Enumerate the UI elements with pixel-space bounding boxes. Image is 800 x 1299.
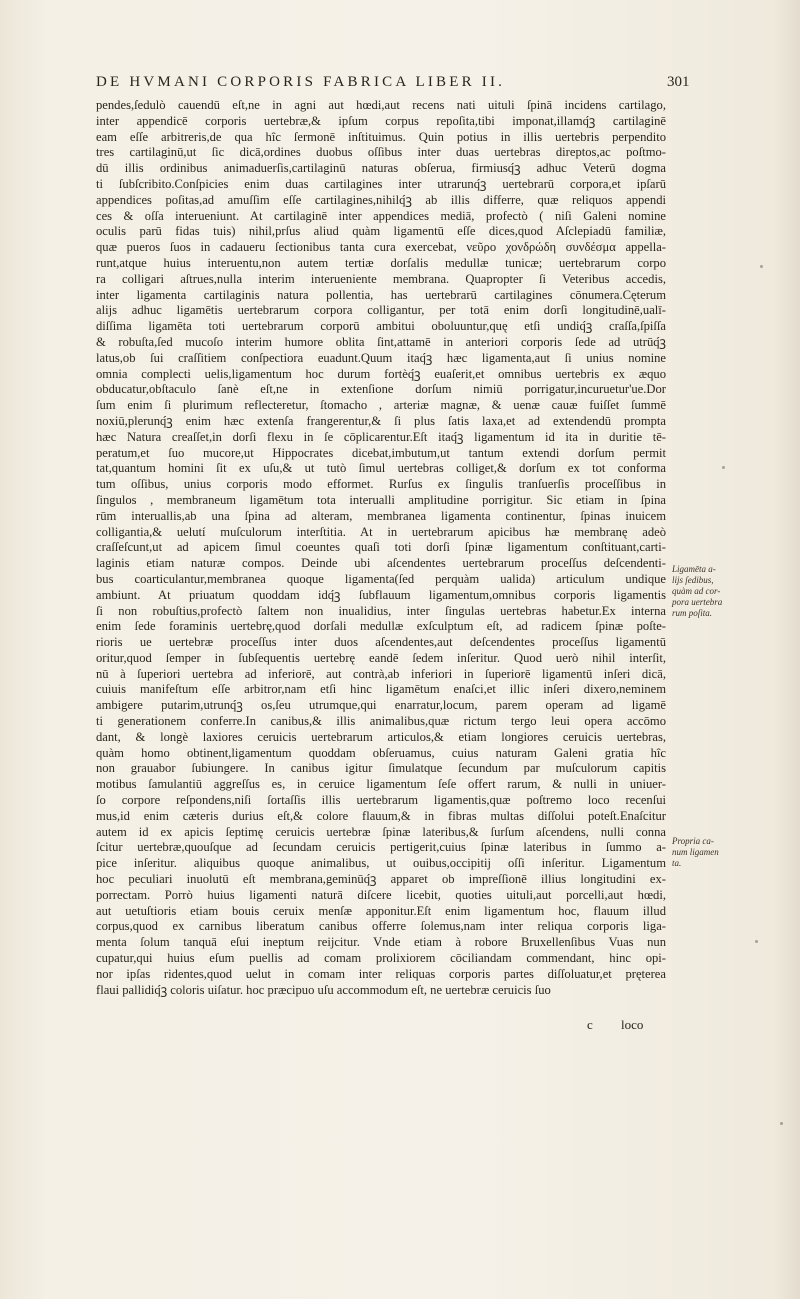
text-line: dant, & longè laxiores ceruicis uertebrarum articulos,& etiam longiores ceruicis uertebras, bbox=[96, 729, 666, 744]
marginal-note-ligaments bbox=[672, 564, 742, 619]
text-line: latus,ob ſui craſſitiem conſpectiora euadunt.Quum itaq́ꝫ hæc ligamenta,aut ſi unius nomine bbox=[96, 350, 666, 365]
text-line: obducatur,obſtaculo ſanè eſt,ne in extenſione dorſum nimiū porrigatur,incuruetur'ue.Dor bbox=[96, 382, 666, 397]
text-line: enim ſede foraminis uertebrę,quod dorſali medullæ exſculptum eſt, ad radicem ſpinæ poſte- bbox=[96, 619, 666, 634]
marginal-note-text: Propria ca- num ligamen ta. bbox=[672, 836, 719, 868]
catchword: loco bbox=[621, 1017, 644, 1032]
text-line: flaui pallidiq́ꝫ coloris uiſatur. hoc præcipuo uſu accommodum eſt, ne uertebræ ceruicis ſuo bbox=[96, 982, 551, 997]
text-line: runt,atque huius interuentu,non autem tertiæ dorſalis medullæ tunicæ; uertebrarum corpo bbox=[96, 255, 666, 270]
text-line: laginis etiam naturæ compos. Deinde ubi aſcendentes uertebrarum proceſſus deſcendenti- bbox=[96, 556, 666, 571]
text-line: hæc Natura creaſſet,in dorſi flexu in ſe cōplicarentur.Eſt itaq́ꝫ ligamentum id ita in duritie tē- bbox=[96, 429, 666, 444]
text-line: tres cartilaginū,ut ſic dicā,ordines duobus oſſibus inter duas uertebras direptos,ac poſtmo- bbox=[96, 145, 666, 160]
page-edge-shadow bbox=[774, 0, 800, 1299]
text-line: tat,quantum homini ſit ex uſu,& ut tutò ſimul uertebras colliget,& dorſum ex tot conforma bbox=[96, 461, 666, 476]
paper-speck bbox=[722, 466, 725, 469]
text-line: tum oſſibus, unius corporis modo efformet. Rurſus ex ſingulis tranſuerſis proceſſibus in bbox=[96, 477, 666, 492]
text-line: ſingulos , membraneum ligamētum tota interualli amplitudine porrigitur. Sic etiam in ſpina bbox=[96, 492, 666, 507]
marginal-note-dog-ligament bbox=[672, 836, 742, 869]
text-line: ces & oſſa interueniunt. At cartilaginē inter appendices mediā, profectò ( niſi Galeni nomine bbox=[96, 208, 666, 223]
text-line: ſi non robuſtius,profectò ſaltem non inualidius, inter ſingulas uertebras habetur.Ex interna bbox=[96, 603, 666, 618]
text-line: rioris ue uertebræ proceſſus inter duos aſcendentes,aut deſcendentes proceſſus ligamentū bbox=[96, 635, 666, 650]
text-line: noxiū,plerunq́ꝫ enim hæc extenſa frangerentur,& ſi plus ſatis laxa,et ad extendendū prompta bbox=[96, 413, 666, 428]
text-line: alijs adhuc ligamētis uertebrarum corpora colligantur, per totā enim dorſi longitudinē,ualī- bbox=[96, 303, 666, 318]
text-line: oculis parū fidas tuis) nihil,prſus aliud quàm ligamentū eſſe dices,quod Aſclepiadū familiæ, bbox=[96, 224, 666, 239]
text-line: quæ pueros ſuos in cadaueru ſectionibus tanta cura exercebat, νεῦρο χονδρώδη συνδέσμα appella- bbox=[96, 240, 666, 255]
text-line: eam eſſe arbitreris,de qua hîc ſermonē inſtituimus. Quin potius in illis uertebris perpendito bbox=[96, 129, 666, 144]
text-line: & robuſta,ſed mucoſo interim humore oblita ſint,attamē in anteriori corporis ſede ad utrūq́ꝫ bbox=[96, 334, 666, 349]
text-line: cupatur,qui huius eſum puellis ad comam prolixiorem cōciliandam commendant, hinc opi- bbox=[96, 951, 666, 966]
text-line: omnia complecti uelis,ligamentum hoc durum fortèq́ꝫ euaſerit,et omnibus uertebris ex æquo bbox=[96, 366, 666, 381]
main-text-block bbox=[96, 98, 666, 998]
text-line: menta ſolum tanquā eſui ineptum reijcitur. Vnde etiam à robore Bruxellenſibus Vuas nun bbox=[96, 935, 666, 950]
text-line: corpus,quod ex carnibus liberatum canibus offerre ſolemus,nam inter reliqua corporis liga- bbox=[96, 919, 666, 934]
text-line: rūm interuallis,ab una ſpina ad alteram, membranea ligamenta continentur, ſpinas inuicem bbox=[96, 508, 666, 523]
text-line: ſo corpore reſpondens,niſi ſortaſſis illis uertebrarum ligamentis,quæ poſtremo loco recenſui bbox=[96, 793, 666, 808]
text-line: ſum enim ſi plurimum reflecteretur, ſtomacho , arteriæ magnæ, & uenæ cauæ fuiſſet ſummē bbox=[96, 398, 666, 413]
paper-speck bbox=[755, 940, 758, 943]
text-line: pice inſeritur. aliquibus quoque animalibus, ut ouibus,occipitij oſſi inſeritur. Ligamentum bbox=[96, 856, 666, 871]
text-line: motibus ſamulantiū aggreſſus es, in ceruice ligamentum ſeſe offert rarum, & nulli in uniuer- bbox=[96, 777, 666, 792]
text-line: craſſeſcunt,ut ad apicem ſimul coeuntes quaſi toti dorſi ſpinæ ligamentum conſtituant,carti- bbox=[96, 540, 666, 555]
text-line: quàm homo obtinent,ligamentum quoddam obſeruamus, cuius naturam Galeni gratia hîc bbox=[96, 745, 666, 760]
paper-speck bbox=[760, 265, 763, 268]
text-line: porrectam. Porrò huius ligamenti naturā diſcere licebit, quoties uituli,aut porcelli,aut hœdi, bbox=[96, 887, 666, 902]
text-line: ambigere putarim,utrunq́ꝫ os,ſeu utrumque,qui enarratur,locum, parem operam ad ligamē bbox=[96, 698, 666, 713]
text-line: nor ipſas ridentes,quod uelut in comam inter reliquas corporis partes diſſoluatur,et pręterea bbox=[96, 966, 666, 981]
page-header bbox=[96, 74, 696, 96]
text-line: nū à ſuperiori uertebra ad inferiorē, aut contrà,ab inferiori in ſuperiorē ligamentū inſeri dicā, bbox=[96, 666, 666, 681]
text-line: non grauabor ſubiungere. In canibus igitur ſimulatque ſecundum par muſculorum capitis bbox=[96, 761, 666, 776]
signature-mark: c bbox=[587, 1017, 593, 1032]
text-line: diſſima ligamēta toti uertebrarum corporū ambitui oboluuntur,quę etſi undiq́ꝫ craſſa,ſpiſſa bbox=[96, 319, 666, 334]
text-line: bus coarticulantur,membranea quoque ligamenta(ſed perquàm ualida) articulum undique bbox=[96, 571, 666, 586]
text-line: ra colligari aſtrues,nulla interim interueniente membrana. Quapropter ſi Veteribus accedis, bbox=[96, 271, 666, 286]
text-line: hoc peculiari inuolutū eſt membrana,geminūq́ꝫ apparet ob impreſſionē illius longitudini ex- bbox=[96, 872, 666, 887]
folio-number: 301 bbox=[667, 74, 690, 90]
text-line: inter appendicē corporis uertebræ,& ipſum corpus repoſita,tibi imponat,illamq́ꝫ cartilaginē bbox=[96, 113, 666, 128]
text-line: ſcitur uertebræ,quouſque ad ſecundam ceruicis pertigerit,cuius ſpinæ lateribus in ſummo a- bbox=[96, 840, 666, 855]
text-line: colligantia,& uelutí muſculorum interſtitia. At in uertebrarum apicibus hæ membranę adeò bbox=[96, 524, 666, 539]
text-line: peratum,et ſuo mucore,ut Hippocrates dicebat,imbutum,ut tantum extendi dorſum permit bbox=[96, 445, 666, 460]
text-line: ti generationem conferre.In canibus,& illis animalibus,quæ rictum tergo leui opera accōmo bbox=[96, 714, 666, 729]
text-line: dū illis ordinibus animaduerſis,cartilaginū naturas obſerua, firmiusq́ꝫ adhuc Veterū dogma bbox=[96, 161, 666, 176]
text-line: mus,id enim cæteris durius eſt,& colore flauum,& in fibras multas diſſolui poteſt.Enaſcitur bbox=[96, 808, 666, 823]
text-line: oritur,quod ſemper in ſubſequentis uertebrę eandē ſedem inſeritur. Quod uerò nihil interſit, bbox=[96, 650, 666, 665]
text-line: inter ligamenta cartilaginis natura pollentia, has uertebrarū cartilagines cōnumera.Cęterum bbox=[96, 287, 666, 302]
text-line: appendices poſitas,ad amuſſim eſſe cartilagines,nihilq́ꝫ ab illis differre, quæ reliquos appendi bbox=[96, 192, 666, 207]
text-line: aut uetuſtioris etiam bouis ceruix menſæ apponitur.Eſt enim ligamentum hoc, flauum illud bbox=[96, 903, 666, 918]
text-line: ambiunt. At priuatum quoddam idq́ꝫ ſubflauum ligamentum,omnibus corporis ligamentis bbox=[96, 587, 666, 602]
text-line: ti ſubſcribito.Conſpicies enim duas cartilagines inter utrarunq́ꝫ uertebrarū corpora,et ipſarū bbox=[96, 176, 666, 191]
catchword-row bbox=[96, 1017, 666, 1035]
running-head: DE HVMANI CORPORIS FABRICA LIBER II. bbox=[96, 74, 506, 90]
text-line: cuiuis manifeſtum eſſe arbitror,nam etſi hinc ligamētum enaſci,et illic inſeri dixero,neminem bbox=[96, 682, 666, 697]
text-line: autem id ex apicis ſeptimę ceruicis uertebræ ſpinæ lateribus,& ſurſum aſcendens, nulli conna bbox=[96, 824, 666, 839]
marginal-note-text: Ligamēta a- lijs ſedibus, quàm ad cor- pora uertebra rum poſita. bbox=[672, 564, 723, 618]
text-line: pendes,ſedulò cauendū eſt,ne in agni aut hœdi,aut recens nati uituli ſpinā incidens cartilago, bbox=[96, 98, 666, 112]
